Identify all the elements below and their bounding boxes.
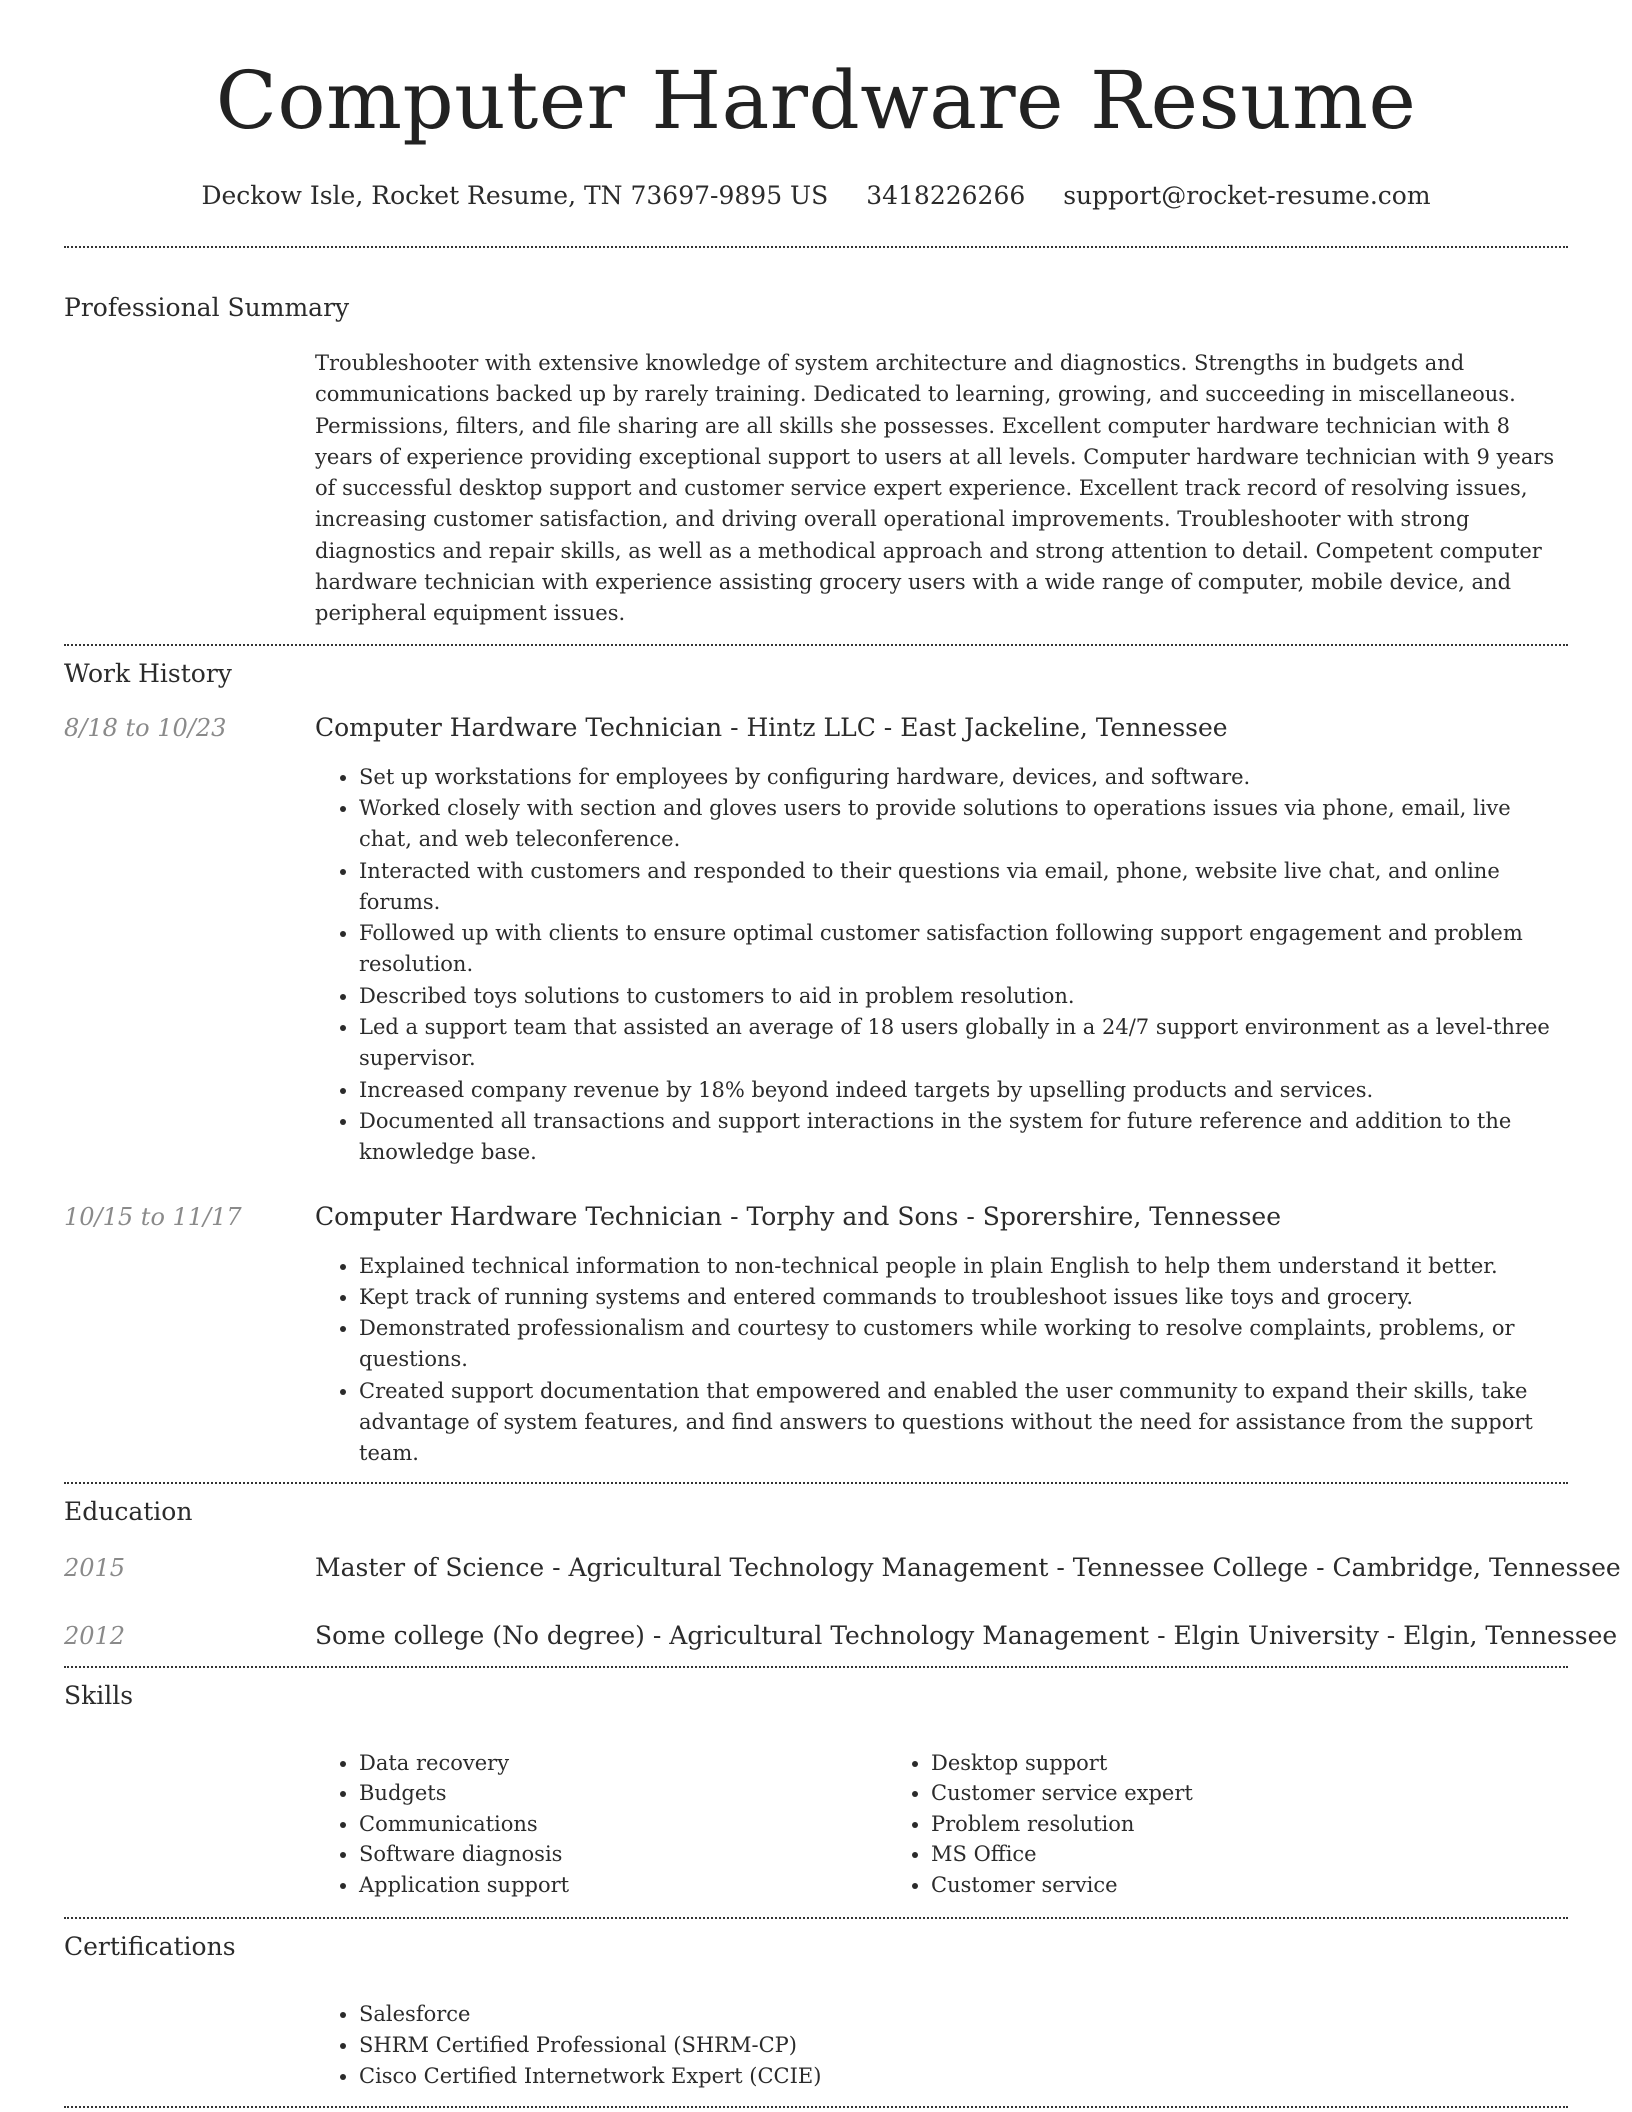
- list-item: • Application support: [359, 1870, 887, 1901]
- skills-column-right: [887, 1748, 1459, 1901]
- list-item: • Followed up with clients to ensure optimal customer satisfaction following support engagement and problem resolution.: [359, 918, 1568, 981]
- list-item: • Customer service expert: [931, 1778, 1459, 1809]
- job-heading: Computer Hardware Technician - Hintz LLC - East Jackeline, Tennessee: [315, 712, 1228, 742]
- contact-email: support@rocket-resume.com: [1063, 181, 1431, 210]
- certifications-list: [315, 1999, 1568, 2093]
- list-item: • Set up workstations for employees by configuring hardware, devices, and software.: [359, 762, 1568, 793]
- list-item: • Led a support team that assisted an average of 18 users globally in a 24/7 support environment as a level-three supervisor.: [359, 1012, 1568, 1075]
- skills-section: [64, 1668, 1568, 1901]
- list-item: • Described toys solutions to customers to aid in problem resolution.: [359, 981, 1568, 1012]
- education-section: [64, 1484, 1621, 1652]
- list-item: • Communications: [359, 1809, 887, 1840]
- list-item: • MS Office: [931, 1839, 1459, 1870]
- skills-column-left: [315, 1748, 887, 1901]
- contact-line: [64, 180, 1568, 212]
- list-item: • Salesforce: [359, 1999, 1568, 2030]
- list-item: • Kept track of running systems and entered commands to troubleshoot issues like toys and grocery.: [359, 1282, 1568, 1313]
- job-dates: 8/18 to 10/23: [64, 713, 227, 742]
- list-item: • Demonstrated professionalism and courtesy to customers while working to resolve complaints, problems, or questions.: [359, 1313, 1568, 1376]
- list-item: • Software diagnosis: [359, 1839, 887, 1870]
- list-item: • Data recovery: [359, 1748, 887, 1779]
- job-entry: [64, 1201, 1568, 1233]
- list-item: • Documented all transactions and support interactions in the system for future reference and addition to the knowledge base.: [359, 1106, 1568, 1169]
- list-item: • Budgets: [359, 1778, 887, 1809]
- education-title: Education: [64, 1496, 193, 1526]
- job-dates: 10/15 to 11/17: [64, 1202, 242, 1231]
- list-item: • Created support documentation that empowered and enabled the user community to expand their skills, take advantage of system features, and find answers to questions without the need for assistance from the support team.: [359, 1376, 1568, 1470]
- work-history-title: Work History: [64, 658, 232, 688]
- list-item: • Desktop support: [931, 1748, 1459, 1779]
- education-year: 2012: [64, 1621, 126, 1650]
- job-bullets: [315, 1251, 1568, 1470]
- education-entry: [64, 1552, 1621, 1584]
- list-item: • Cisco Certified Internetwork Expert (CCIE): [359, 2061, 1568, 2092]
- section-divider: [64, 2106, 1568, 2108]
- certifications-title: Certifications: [64, 1931, 236, 1961]
- list-item: • Customer service: [931, 1870, 1459, 1901]
- summary-text: Troubleshooter with extensive knowledge of system architecture and diagnostics. Strengths in budgets and communications backed up by rarely training. Dedicated to learning, growing, and succeeding in miscellaneous. Permissions, filters, and file sharing are all skills she possesses. Excellent computer hardware technician with 8 years of experience providing exceptional support to users at all levels. Computer hardware technician with 9 years of successful desktop support and customer service expert experience. Excellent track record of resolving issues, increasing customer satisfaction, and driving overall operational improvements. Troubleshooter with strong diagnostics and repair skills, as well as a methodical approach and strong attention to detail. Competent computer hardware technician with experience assisting grocery users with a wide range of computer, mobile device, and peripheral equipment issues.: [315, 351, 1555, 626]
- education-heading: Some college (No degree) - Agricultural Technology Management - Elgin University - Elgin, Tennessee: [315, 1620, 1618, 1650]
- list-item: • Problem resolution: [931, 1809, 1459, 1840]
- list-item: • Worked closely with section and gloves users to provide solutions to operations issues via phone, email, live chat, and web teleconference.: [359, 793, 1568, 856]
- list-item: • Increased company revenue by 18% beyond indeed targets by upselling products and services.: [359, 1075, 1568, 1106]
- list-item: • Interacted with customers and responded to their questions via email, phone, website live chat, and online forums.: [359, 856, 1568, 919]
- contact-address: Deckow Isle, Rocket Resume, TN 73697-9895 US: [201, 181, 829, 210]
- education-heading: Master of Science - Agricultural Technology Management - Tennessee College - Cambridge, Tennessee: [315, 1552, 1621, 1582]
- job-entry: [64, 712, 1568, 744]
- education-year: 2015: [64, 1553, 126, 1582]
- skills-title: Skills: [64, 1680, 134, 1710]
- resume-title: Computer Hardware Resume: [215, 54, 1417, 147]
- list-item: • SHRM Certified Professional (SHRM-CP): [359, 2030, 1568, 2061]
- summary-section: [64, 248, 1568, 630]
- contact-phone: 3418226266: [866, 181, 1026, 210]
- job-heading: Computer Hardware Technician - Torphy and Sons - Sporershire, Tennessee: [315, 1201, 1281, 1231]
- education-entry: [64, 1620, 1618, 1652]
- list-item: • Explained technical information to non-technical people in plain English to help them understand it better.: [359, 1251, 1568, 1282]
- work-history-section: [64, 646, 1568, 1470]
- job-bullets: [315, 762, 1568, 1169]
- certifications-section: [64, 1919, 1568, 2093]
- summary-title: Professional Summary: [64, 293, 350, 322]
- skills-columns: [315, 1748, 1568, 1901]
